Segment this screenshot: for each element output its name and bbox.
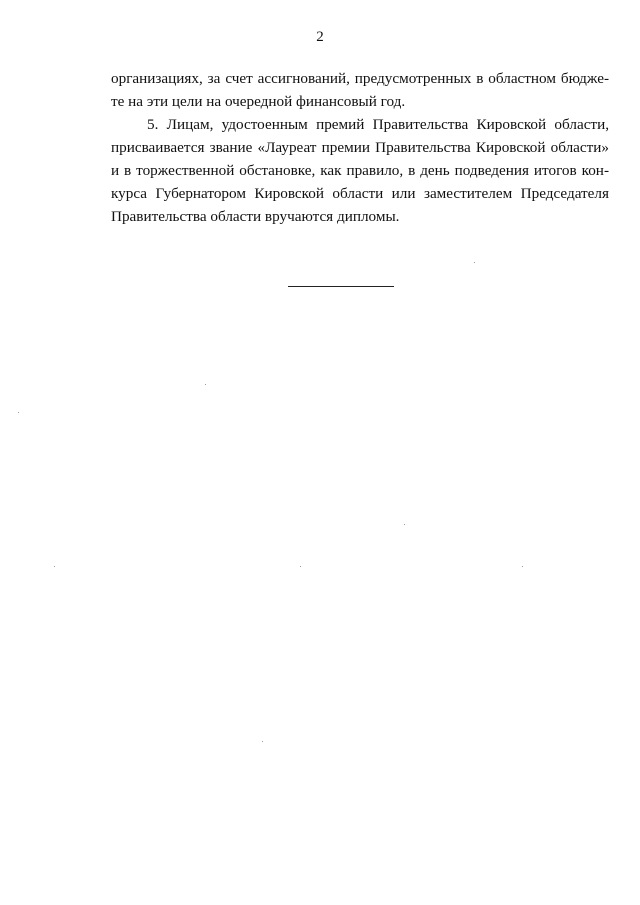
scan-speck bbox=[54, 566, 55, 567]
paragraph-5-first-line: 5. Лицам, удостоенным премий Правительства Кировской области, bbox=[147, 116, 609, 133]
scan-speck bbox=[18, 412, 19, 413]
scan-speck bbox=[404, 524, 405, 525]
end-of-document-divider bbox=[288, 286, 394, 287]
scan-speck bbox=[300, 566, 301, 567]
scan-speck bbox=[205, 384, 206, 385]
paragraph-line: и в торжественной обстановке, как правило, в день подведения итогов кон- bbox=[111, 162, 609, 179]
paragraph-line: курса Губернатором Кировской области или заместителем Председателя bbox=[111, 185, 609, 202]
paragraph-line: присваивается звание «Лауреат премии Правительства Кировской области» bbox=[111, 139, 609, 156]
paragraph-line: организациях, за счет ассигнований, предусмотренных в областном бюдже- bbox=[111, 70, 609, 87]
page-number: 2 bbox=[316, 29, 324, 45]
document-body bbox=[111, 67, 609, 228]
scan-speck bbox=[474, 262, 475, 263]
paragraph-line: Правительства области вручаются дипломы. bbox=[111, 208, 400, 225]
paragraph-line: те на эти цели на очередной финансовый год. bbox=[111, 93, 406, 110]
scan-speck bbox=[522, 566, 523, 567]
scan-speck bbox=[262, 741, 263, 742]
